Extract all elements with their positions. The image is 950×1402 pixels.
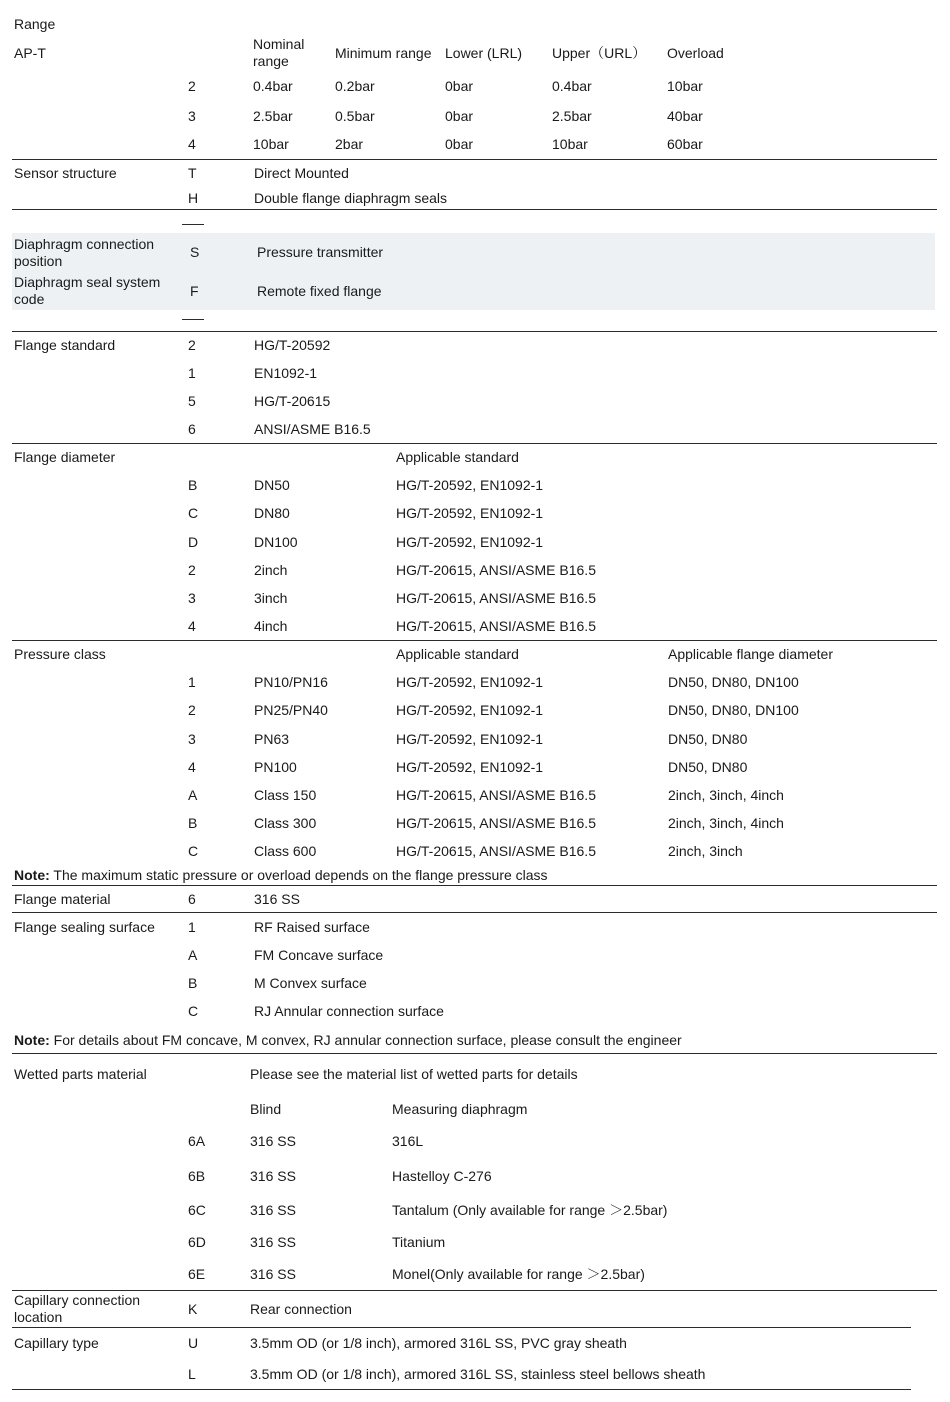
range-minimum: 2bar	[335, 136, 364, 152]
flange-sealing-code: 1	[188, 919, 196, 935]
pressure-class-standard: HG/T-20592, EN1092-1	[396, 731, 544, 747]
flange-standard-label: Flange standard	[14, 337, 116, 353]
diaphragm-seal-desc: Remote fixed flange	[257, 283, 382, 299]
flange-standard-desc: ANSI/ASME B16.5	[254, 421, 371, 437]
sensor-structure-desc: Double flange diaphragm seals	[254, 190, 448, 206]
divider	[12, 1053, 937, 1054]
divider	[12, 640, 937, 641]
capillary-type-desc: 3.5mm OD (or 1/8 inch), armored 316L SS, PVC gray sheath	[250, 1335, 627, 1351]
pressure-class-rating: PN100	[254, 759, 297, 775]
diaphragm-seal-label: Diaphragm seal system code	[14, 274, 161, 307]
divider	[12, 443, 937, 444]
capillary-type-label: Capillary type	[14, 1335, 99, 1351]
pressure-class-diameters: DN50, DN80, DN100	[668, 674, 799, 690]
sensor-structure-code: H	[188, 190, 199, 206]
pressure-class-diameters: 2inch, 3inch, 4inch	[668, 787, 784, 803]
pressure-class-rating: PN10/PN16	[254, 674, 328, 690]
pressure-class-code: 2	[188, 702, 196, 718]
separator-dash	[182, 224, 204, 225]
flange-diameter-size: DN80	[254, 505, 290, 521]
pressure-class-standard: HG/T-20615, ANSI/ASME B16.5	[396, 787, 596, 803]
range-lower: 0bar	[445, 108, 474, 124]
wetted-parts-header-blind: Blind	[250, 1101, 282, 1117]
wetted-parts-blind: 316 SS	[250, 1202, 296, 1218]
pressure-class-rating: Class 600	[254, 843, 317, 859]
pressure-class-diameters: 2inch, 3inch	[668, 843, 743, 859]
diaphragm-seal-code: F	[190, 283, 199, 299]
flange-diameter-standard: HG/T-20615, ANSI/ASME B16.5	[396, 590, 596, 606]
capillary-connection-label: Capillary connection location	[14, 1292, 141, 1325]
range-upper: 2.5bar	[552, 108, 592, 124]
flange-standard-code: 1	[188, 365, 196, 381]
capillary-type-desc: 3.5mm OD (or 1/8 inch), armored 316L SS, stainless steel bellows sheath	[250, 1366, 706, 1382]
flange-sealing-note	[14, 1032, 682, 1049]
wetted-parts-code: 6B	[188, 1168, 206, 1184]
flange-diameter-code: 2	[188, 562, 196, 578]
pressure-class-rating: PN63	[254, 731, 290, 747]
wetted-parts-blind: 316 SS	[250, 1234, 296, 1250]
wetted-parts-diaphragm: Monel(Only available for range ＞2.5bar)	[392, 1266, 645, 1282]
note-label: Note:	[14, 1032, 50, 1048]
flange-sealing-code: C	[188, 1003, 199, 1019]
pressure-class-dia-header: Applicable flange diameter	[668, 646, 833, 662]
pressure-class-standard: HG/T-20615, ANSI/ASME B16.5	[396, 815, 596, 831]
pressure-class-standard: HG/T-20615, ANSI/ASME B16.5	[396, 843, 596, 859]
wetted-parts-header-diaphragm: Measuring diaphragm	[392, 1101, 528, 1117]
divider	[12, 1327, 911, 1328]
pressure-class-label: Pressure class	[14, 646, 106, 662]
flange-standard-desc: HG/T-20592	[254, 337, 331, 353]
pressure-class-code: 4	[188, 759, 196, 775]
note-text: The maximum static pressure or overload depends on the flange pressure class	[53, 867, 548, 883]
range-overload: 60bar	[667, 136, 703, 152]
flange-sealing-code: A	[188, 947, 198, 963]
flange-standard-code: 2	[188, 337, 196, 353]
divider	[12, 885, 937, 886]
divider	[12, 209, 937, 210]
pressure-class-standard: HG/T-20592, EN1092-1	[396, 702, 544, 718]
pressure-class-diameters: DN50, DN80	[668, 759, 748, 775]
pressure-class-code: 1	[188, 674, 196, 690]
pressure-class-code: C	[188, 843, 199, 859]
range-header-upper: Upper（URL）	[552, 45, 647, 61]
wetted-parts-label: Wetted parts material	[14, 1066, 147, 1082]
flange-diameter-size: 3inch	[254, 590, 288, 606]
note-text: For details about FM concave, M convex, RJ annular connection surface, please consult the engineer	[53, 1032, 682, 1048]
pressure-class-standard: HG/T-20592, EN1092-1	[396, 759, 544, 775]
capillary-connection-code: K	[188, 1301, 198, 1317]
capillary-connection-desc: Rear connection	[250, 1301, 352, 1317]
flange-diameter-code: D	[188, 534, 199, 550]
range-lower: 0bar	[445, 136, 474, 152]
wetted-parts-diaphragm: 316L	[392, 1133, 424, 1149]
divider	[12, 331, 937, 332]
pressure-class-note	[14, 867, 548, 884]
range-lower: 0bar	[445, 78, 474, 94]
flange-diameter-code: 4	[188, 618, 196, 634]
flange-diameter-size: 4inch	[254, 618, 288, 634]
flange-diameter-standard: HG/T-20592, EN1092-1	[396, 505, 544, 521]
wetted-parts-code: 6D	[188, 1234, 206, 1250]
sensor-structure-code: T	[188, 165, 197, 181]
wetted-parts-info: Please see the material list of wetted parts for details	[250, 1066, 578, 1082]
flange-diameter-std-header: Applicable standard	[396, 449, 519, 465]
range-minimum: 0.2bar	[335, 78, 375, 94]
sensor-structure-label: Sensor structure	[14, 165, 117, 181]
diaphragm-connection-code: S	[190, 244, 200, 260]
flange-diameter-label: Flange diameter	[14, 449, 116, 465]
pressure-class-code: 3	[188, 731, 196, 747]
pressure-class-diameters: 2inch, 3inch, 4inch	[668, 815, 784, 831]
flange-standard-desc: EN1092-1	[254, 365, 318, 381]
range-overload: 40bar	[667, 108, 703, 124]
flange-diameter-code: 3	[188, 590, 196, 606]
range-header-overload: Overload	[667, 45, 724, 61]
note-label: Note:	[14, 867, 50, 883]
wetted-parts-blind: 316 SS	[250, 1133, 296, 1149]
flange-diameter-code: C	[188, 505, 199, 521]
flange-standard-code: 5	[188, 393, 196, 409]
flange-material-code: 6	[188, 891, 196, 907]
pressure-class-diameters: DN50, DN80	[668, 731, 748, 747]
divider	[12, 1389, 911, 1390]
flange-diameter-size: DN100	[254, 534, 298, 550]
diaphragm-connection-desc: Pressure transmitter	[257, 244, 384, 260]
range-label: Range	[14, 16, 56, 32]
capillary-type-code: L	[188, 1366, 196, 1382]
range-upper: 0.4bar	[552, 78, 592, 94]
separator-dash	[182, 319, 204, 320]
pressure-class-code: B	[188, 815, 198, 831]
flange-sealing-label: Flange sealing surface	[14, 919, 155, 935]
flange-standard-code: 6	[188, 421, 196, 437]
range-nominal: 10bar	[253, 136, 289, 152]
wetted-parts-blind: 316 SS	[250, 1168, 296, 1184]
flange-diameter-code: B	[188, 477, 198, 493]
range-code: 3	[188, 108, 196, 124]
wetted-parts-blind: 316 SS	[250, 1266, 296, 1282]
wetted-parts-diaphragm: Titanium	[392, 1234, 446, 1250]
pressure-class-rating: Class 300	[254, 815, 317, 831]
wetted-parts-code: 6E	[188, 1266, 206, 1282]
flange-diameter-standard: HG/T-20615, ANSI/ASME B16.5	[396, 562, 596, 578]
pressure-class-rating: PN25/PN40	[254, 702, 328, 718]
flange-sealing-desc: RJ Annular connection surface	[254, 1003, 444, 1019]
divider	[12, 912, 937, 913]
range-nominal: 2.5bar	[253, 108, 293, 124]
flange-standard-desc: HG/T-20615	[254, 393, 331, 409]
wetted-parts-code: 6A	[188, 1133, 206, 1149]
divider	[12, 1290, 937, 1291]
range-overload: 10bar	[667, 78, 703, 94]
sensor-structure-desc: Direct Mounted	[254, 165, 349, 181]
range-code: 2	[188, 78, 196, 94]
range-minimum: 0.5bar	[335, 108, 375, 124]
flange-sealing-desc: FM Concave surface	[254, 947, 384, 963]
pressure-class-rating: Class 150	[254, 787, 317, 803]
flange-material-label: Flange material	[14, 891, 111, 907]
flange-diameter-standard: HG/T-20592, EN1092-1	[396, 477, 544, 493]
range-header-minimum: Minimum range	[335, 45, 432, 61]
pressure-class-standard: HG/T-20592, EN1092-1	[396, 674, 544, 690]
range-model: AP-T	[14, 45, 46, 61]
wetted-parts-diaphragm: Hastelloy C-276	[392, 1168, 492, 1184]
wetted-parts-diaphragm: Tantalum (Only available for range ＞2.5bar)	[392, 1202, 668, 1218]
flange-sealing-desc: RF Raised surface	[254, 919, 370, 935]
flange-diameter-standard: HG/T-20615, ANSI/ASME B16.5	[396, 618, 596, 634]
divider	[12, 159, 937, 160]
range-nominal: 0.4bar	[253, 78, 293, 94]
flange-material-desc: 316 SS	[254, 891, 300, 907]
pressure-class-std-header: Applicable standard	[396, 646, 519, 662]
pressure-class-code: A	[188, 787, 198, 803]
range-code: 4	[188, 136, 196, 152]
range-header-nominal: Nominal range	[253, 36, 305, 69]
range-header-lower: Lower (LRL)	[445, 45, 523, 61]
flange-diameter-size: 2inch	[254, 562, 288, 578]
flange-sealing-code: B	[188, 975, 198, 991]
range-upper: 10bar	[552, 136, 588, 152]
pressure-class-diameters: DN50, DN80, DN100	[668, 702, 799, 718]
flange-diameter-standard: HG/T-20592, EN1092-1	[396, 534, 544, 550]
capillary-type-code: U	[188, 1335, 199, 1351]
diaphragm-connection-label: Diaphragm connection position	[14, 236, 155, 269]
flange-diameter-size: DN50	[254, 477, 290, 493]
flange-sealing-desc: M Convex surface	[254, 975, 367, 991]
wetted-parts-code: 6C	[188, 1202, 206, 1218]
